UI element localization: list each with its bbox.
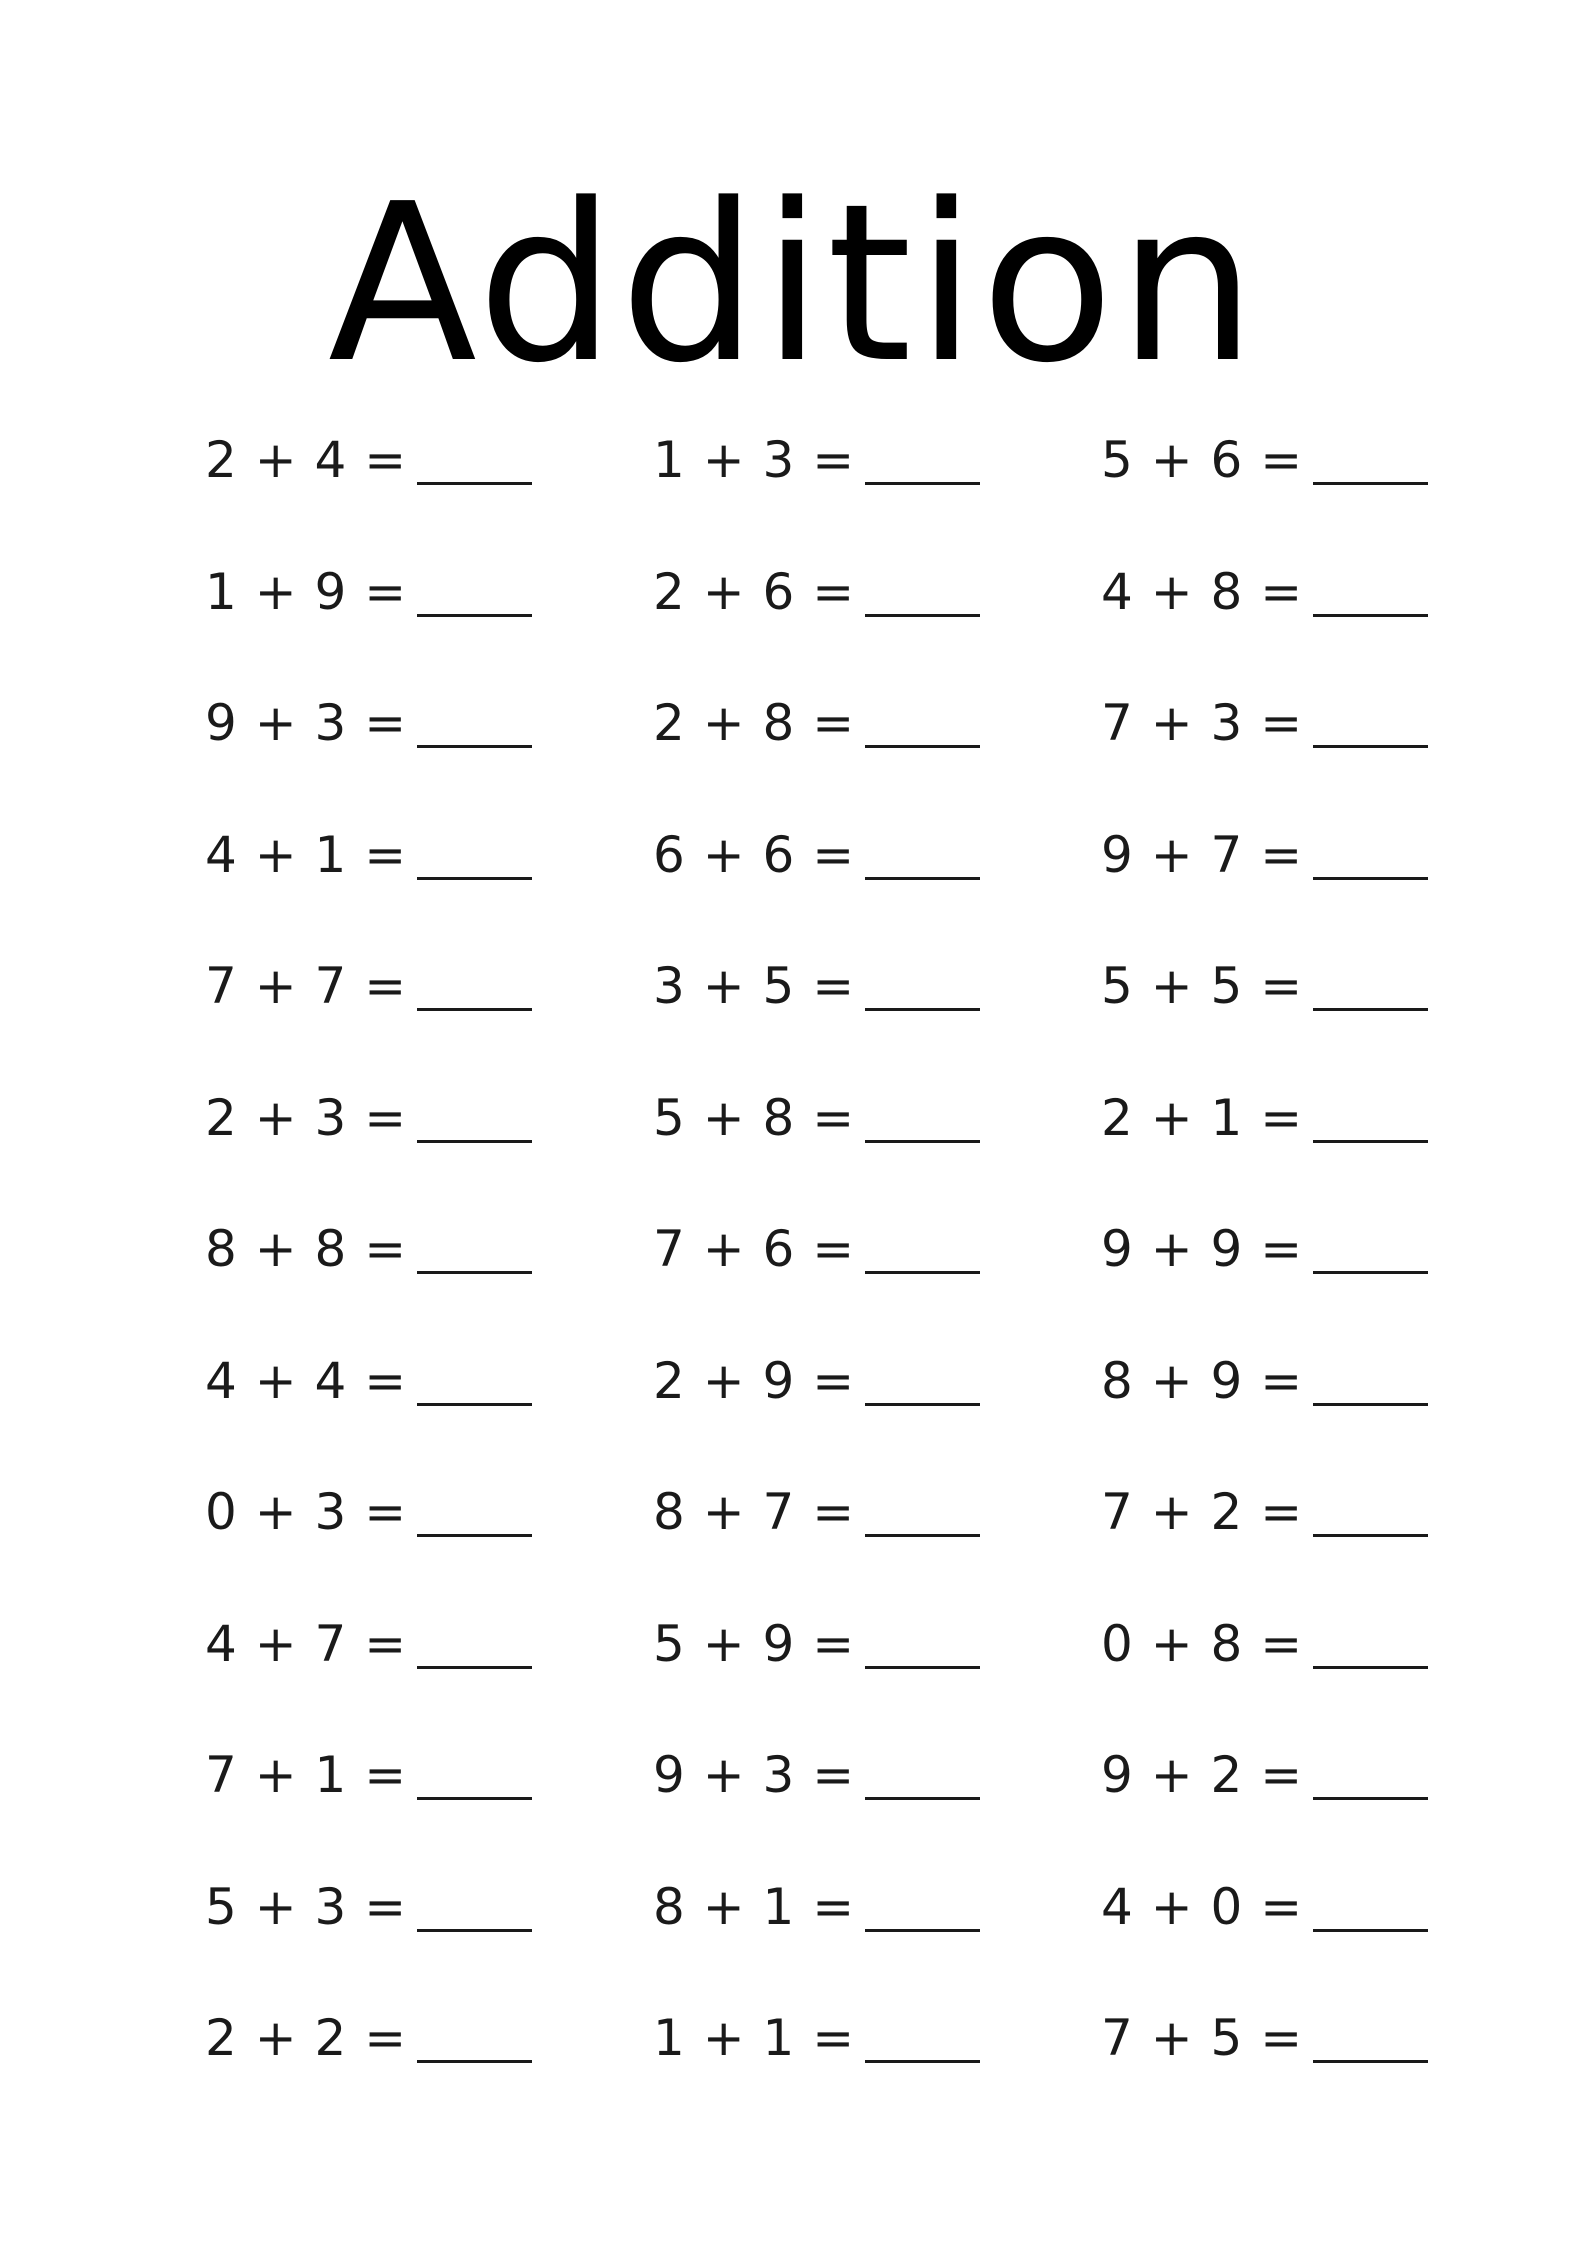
answer-blank[interactable]: [865, 825, 980, 880]
answer-blank[interactable]: [1313, 956, 1428, 1011]
answer-blank[interactable]: [865, 1877, 980, 1932]
problem-expression: 8 + 7 =: [653, 1483, 856, 1541]
answer-blank[interactable]: [865, 1219, 980, 1274]
answer-blank[interactable]: [865, 430, 980, 485]
problem-item: [653, 2008, 1101, 2140]
problem-expression: 8 + 8 =: [205, 1220, 408, 1278]
problem-item: [653, 430, 1101, 562]
problem-item: [653, 1088, 1101, 1220]
problem-expression: 6 + 6 =: [653, 825, 856, 884]
answer-blank[interactable]: [417, 1219, 532, 1274]
answer-blank[interactable]: [1313, 1351, 1428, 1406]
problem-item: [1101, 1614, 1445, 1746]
answer-blank[interactable]: [1313, 1088, 1428, 1143]
answer-blank[interactable]: [417, 1482, 532, 1537]
problem-expression: 9 + 7 =: [1101, 825, 1304, 884]
problem-expression: 1 + 9 =: [205, 562, 408, 621]
problem-expression: 4 + 7 =: [205, 1614, 408, 1673]
answer-blank[interactable]: [1313, 562, 1428, 617]
answer-blank[interactable]: [865, 1088, 980, 1143]
problem-item: [653, 956, 1101, 1088]
problem-item: [653, 1482, 1101, 1614]
problem-expression: 2 + 2 =: [205, 2009, 408, 2067]
problem-item: [653, 1614, 1101, 1746]
problem-item: [1101, 1219, 1445, 1351]
problem-item: [205, 1877, 653, 2009]
problem-grid: [205, 430, 1445, 2140]
answer-blank[interactable]: [417, 1614, 532, 1669]
answer-blank[interactable]: [1313, 693, 1428, 748]
problem-expression: 1 + 1 =: [653, 2009, 856, 2067]
problem-expression: 8 + 9 =: [1101, 1351, 1304, 1410]
answer-blank[interactable]: [1313, 825, 1428, 880]
problem-expression: 1 + 3 =: [653, 431, 856, 489]
answer-blank[interactable]: [417, 825, 532, 880]
answer-blank[interactable]: [417, 562, 532, 617]
answer-blank[interactable]: [417, 1088, 532, 1143]
problem-item: [1101, 2008, 1445, 2140]
problem-expression: 9 + 9 =: [1101, 1220, 1304, 1278]
problem-expression: 7 + 7 =: [205, 957, 408, 1015]
problem-expression: 2 + 1 =: [1101, 1088, 1304, 1147]
problem-item: [653, 693, 1101, 825]
problem-expression: 2 + 4 =: [205, 431, 408, 489]
problem-item: [653, 1219, 1101, 1351]
problem-expression: 7 + 5 =: [1101, 2009, 1304, 2067]
problem-item: [205, 1088, 653, 1220]
problem-item: [205, 1614, 653, 1746]
problem-item: [1101, 1482, 1445, 1614]
answer-blank[interactable]: [417, 956, 532, 1011]
problem-item: [1101, 1745, 1445, 1877]
problem-expression: 0 + 8 =: [1101, 1614, 1304, 1673]
answer-blank[interactable]: [417, 1745, 532, 1800]
problem-expression: 9 + 3 =: [653, 1746, 856, 1804]
problem-expression: 5 + 9 =: [653, 1614, 856, 1673]
problem-item: [1101, 693, 1445, 825]
problem-item: [205, 1745, 653, 1877]
answer-blank[interactable]: [417, 693, 532, 748]
problem-item: [653, 1351, 1101, 1483]
problem-expression: 3 + 5 =: [653, 957, 856, 1015]
problem-item: [1101, 430, 1445, 562]
answer-blank[interactable]: [417, 1351, 532, 1406]
answer-blank[interactable]: [1313, 1219, 1428, 1274]
problem-item: [1101, 1351, 1445, 1483]
problem-expression: 4 + 0 =: [1101, 1877, 1304, 1936]
problem-item: [653, 825, 1101, 957]
problem-expression: 7 + 6 =: [653, 1220, 856, 1278]
problem-expression: 4 + 8 =: [1101, 562, 1304, 621]
problem-expression: 7 + 2 =: [1101, 1483, 1304, 1541]
answer-blank[interactable]: [417, 1877, 532, 1932]
problem-item: [205, 562, 653, 694]
answer-blank[interactable]: [1313, 1877, 1428, 1932]
problem-expression: 9 + 2 =: [1101, 1746, 1304, 1804]
answer-blank[interactable]: [1313, 1482, 1428, 1537]
problem-item: [653, 1745, 1101, 1877]
problem-item: [205, 2008, 653, 2140]
answer-blank[interactable]: [417, 430, 532, 485]
answer-blank[interactable]: [865, 1745, 980, 1800]
answer-blank[interactable]: [865, 1351, 980, 1406]
answer-blank[interactable]: [865, 562, 980, 617]
problem-item: [1101, 1877, 1445, 2009]
problem-expression: 5 + 8 =: [653, 1088, 856, 1147]
problem-expression: 8 + 1 =: [653, 1877, 856, 1936]
problem-expression: 7 + 3 =: [1101, 694, 1304, 752]
problem-expression: 5 + 5 =: [1101, 957, 1304, 1015]
answer-blank[interactable]: [417, 2008, 532, 2063]
answer-blank[interactable]: [1313, 2008, 1428, 2063]
answer-blank[interactable]: [865, 2008, 980, 2063]
answer-blank[interactable]: [865, 693, 980, 748]
problem-expression: 2 + 3 =: [205, 1088, 408, 1147]
problem-expression: 2 + 8 =: [653, 694, 856, 752]
answer-blank[interactable]: [865, 956, 980, 1011]
problem-item: [205, 825, 653, 957]
problem-expression: 7 + 1 =: [205, 1746, 408, 1804]
answer-blank[interactable]: [1313, 430, 1428, 485]
problem-expression: 4 + 1 =: [205, 825, 408, 884]
page-title: Addition: [327, 158, 1261, 411]
problem-expression: 4 + 4 =: [205, 1351, 408, 1410]
answer-blank[interactable]: [1313, 1745, 1428, 1800]
problem-expression: 5 + 6 =: [1101, 431, 1304, 489]
problem-item: [205, 1482, 653, 1614]
problem-item: [1101, 956, 1445, 1088]
problem-item: [653, 1877, 1101, 2009]
answer-blank[interactable]: [865, 1614, 980, 1669]
problem-item: [1101, 1088, 1445, 1220]
problem-item: [205, 1219, 653, 1351]
problem-item: [205, 430, 653, 562]
problem-expression: 0 + 3 =: [205, 1483, 408, 1541]
problem-item: [205, 693, 653, 825]
answer-blank[interactable]: [865, 1482, 980, 1537]
problem-item: [205, 1351, 653, 1483]
problem-expression: 2 + 6 =: [653, 562, 856, 621]
problem-item: [205, 956, 653, 1088]
problem-item: [1101, 562, 1445, 694]
problem-expression: 2 + 9 =: [653, 1351, 856, 1410]
answer-blank[interactable]: [1313, 1614, 1428, 1669]
problem-item: [653, 562, 1101, 694]
problem-expression: 5 + 3 =: [205, 1877, 408, 1936]
problem-expression: 9 + 3 =: [205, 694, 408, 752]
problem-item: [1101, 825, 1445, 957]
